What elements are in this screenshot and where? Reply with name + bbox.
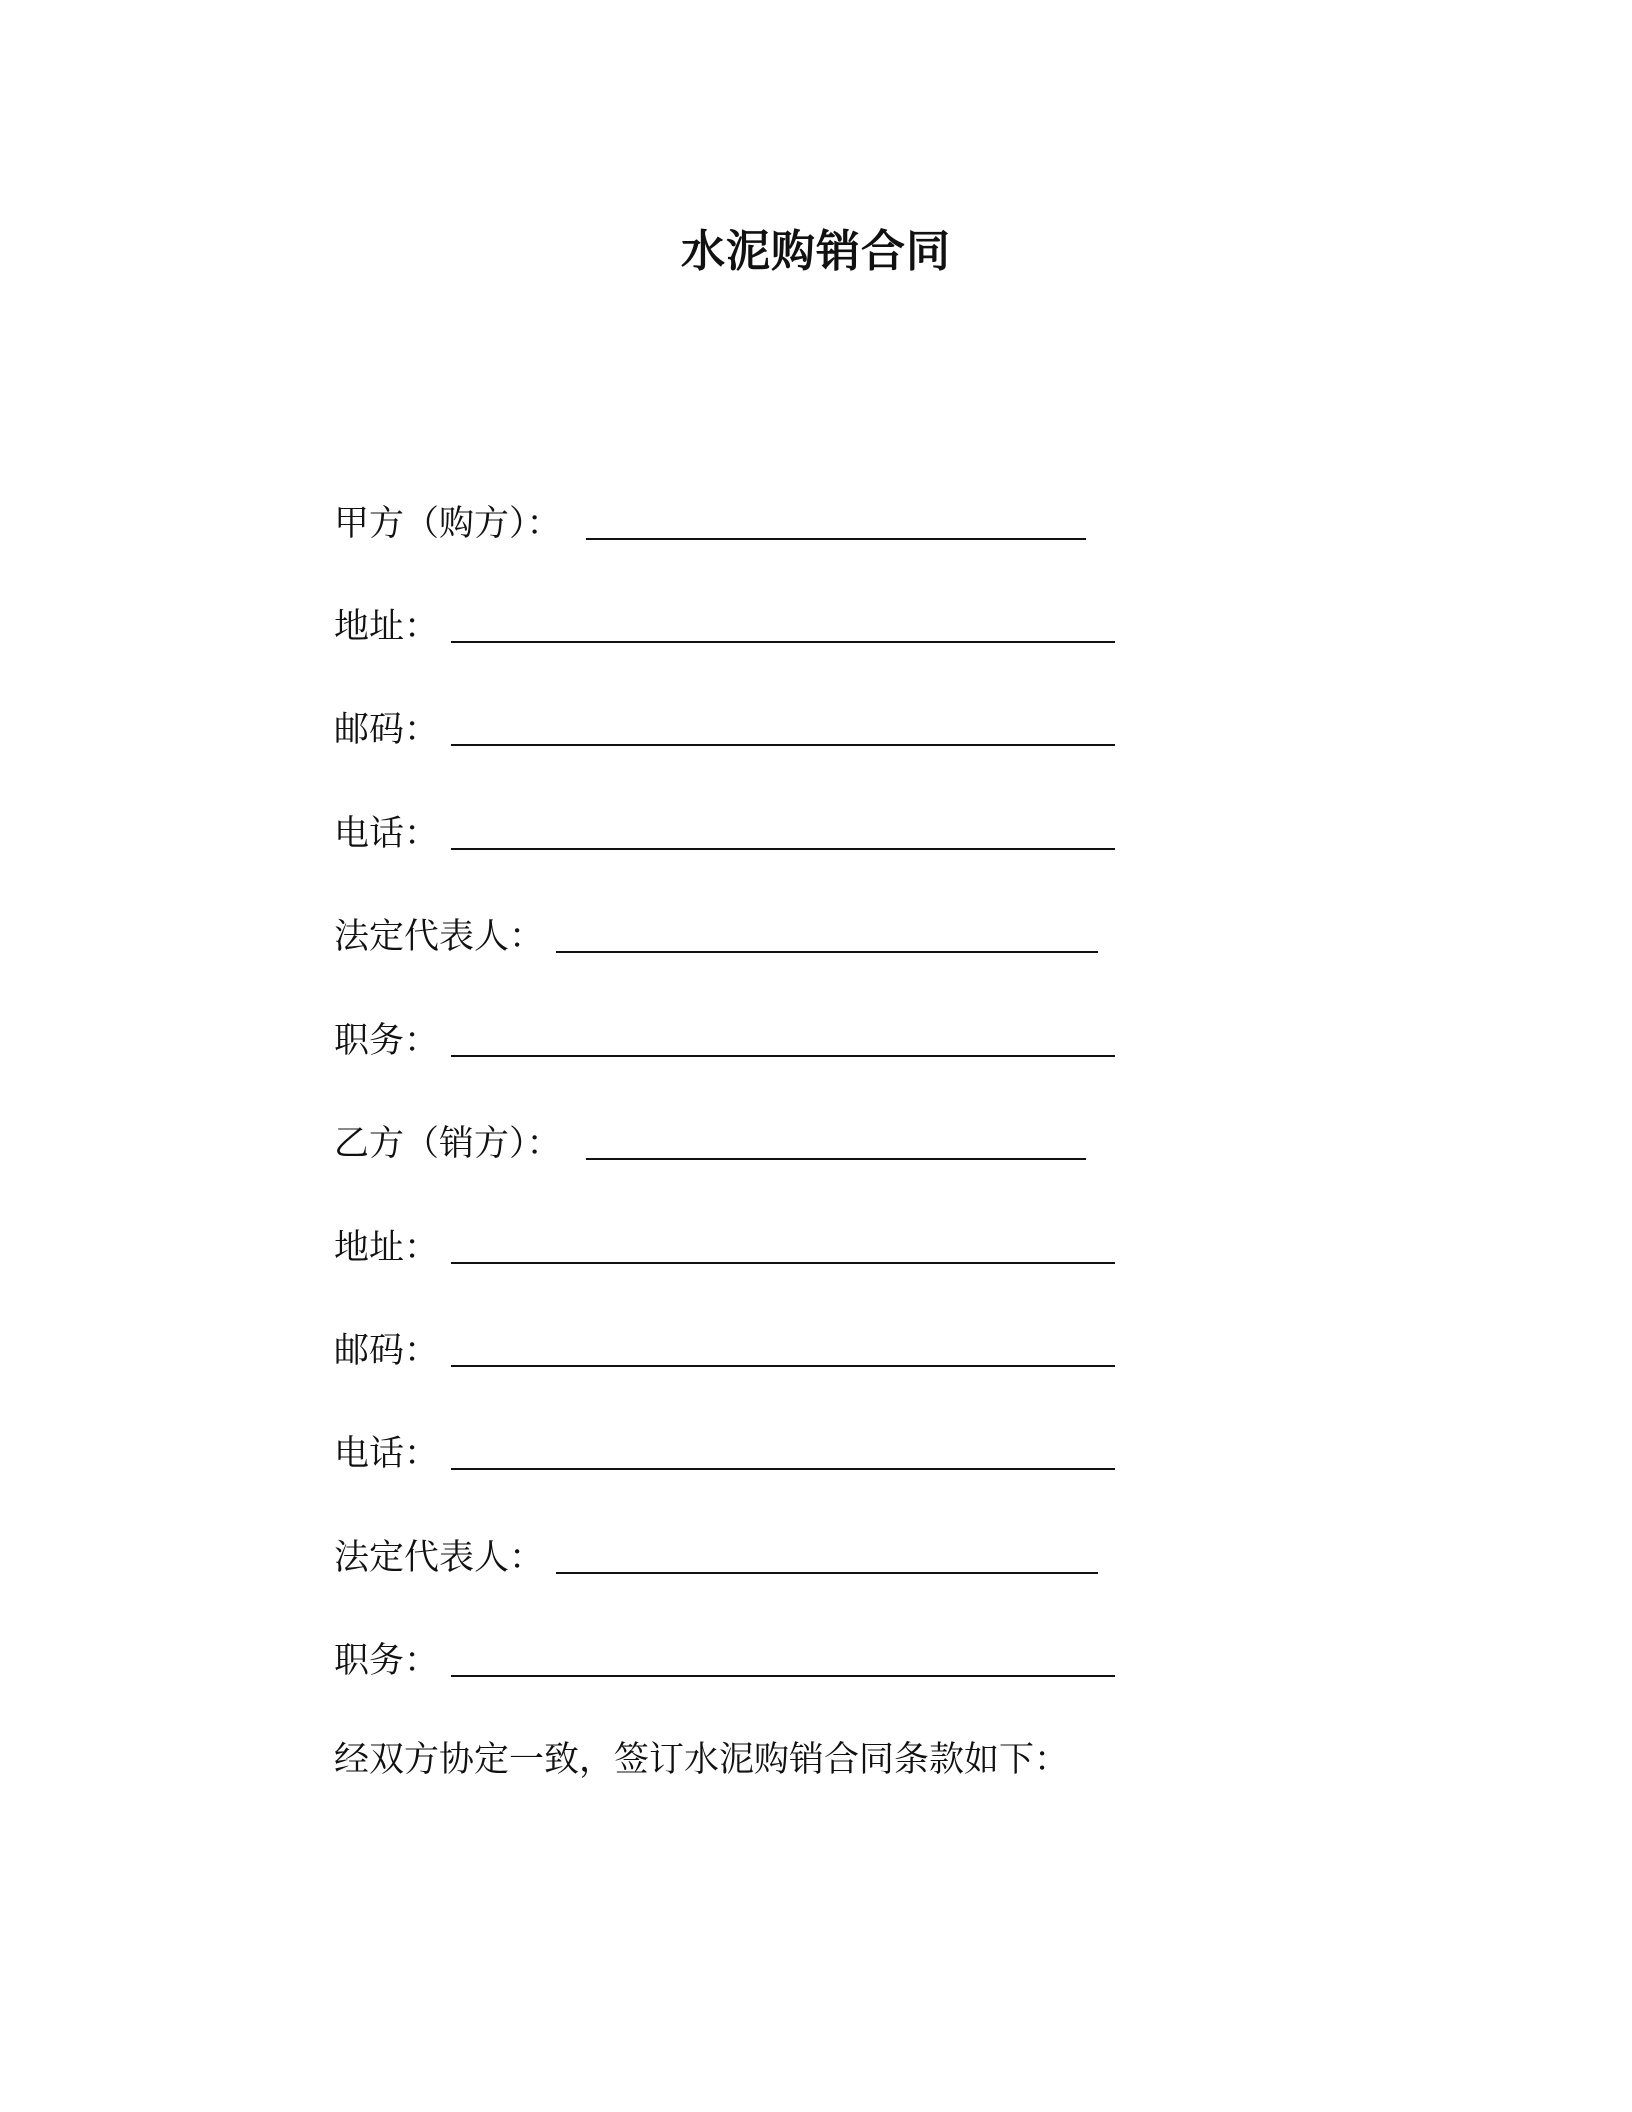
party-a-position-blank-line xyxy=(451,1055,1115,1057)
party-a-position-row xyxy=(334,1017,1115,1065)
party-b-postcode-label: 邮码： xyxy=(334,1331,440,1371)
party-b-address-label: 地址： xyxy=(334,1228,440,1268)
party-b-blank-line xyxy=(586,1158,1086,1160)
party-a-legal-rep-blank-line xyxy=(556,951,1098,953)
party-b-phone-blank-line xyxy=(451,1468,1115,1470)
party-b-legal-rep-row xyxy=(334,1534,1098,1582)
party-a-address-row xyxy=(334,603,1115,651)
agreement-statement: 经双方协定一致，签订水泥购销合同条款如下： xyxy=(334,1740,1070,1780)
party-b-phone-row xyxy=(334,1430,1115,1478)
party-a-label: 甲方（购方）： xyxy=(334,504,562,544)
party-b-address-row xyxy=(334,1224,1115,1272)
party-b-postcode-blank-line xyxy=(451,1365,1115,1367)
party-b-label: 乙方（销方）： xyxy=(334,1124,562,1164)
party-b-postcode-row xyxy=(334,1327,1115,1375)
party-a-address-label: 地址： xyxy=(334,607,440,647)
party-b-position-row xyxy=(334,1637,1115,1685)
party-a-postcode-blank-line xyxy=(451,744,1115,746)
party-a-legal-rep-row xyxy=(334,913,1098,961)
party-b-address-blank-line xyxy=(451,1262,1115,1264)
party-a-blank-line xyxy=(586,538,1086,540)
party-a-phone-label: 电话： xyxy=(334,814,440,854)
document-title: 水泥购销合同 xyxy=(681,226,951,277)
party-b-legal-rep-blank-line xyxy=(556,1572,1098,1574)
party-b-position-blank-line xyxy=(451,1675,1115,1677)
party-b-position-label: 职务： xyxy=(334,1641,440,1681)
party-b-phone-label: 电话： xyxy=(334,1434,440,1474)
party-a-legal-rep-label: 法定代表人： xyxy=(334,917,545,957)
party-a-phone-blank-line xyxy=(451,848,1115,850)
party-b-legal-rep-label: 法定代表人： xyxy=(334,1538,545,1578)
party-a-postcode-row xyxy=(334,706,1115,754)
party-a-phone-row xyxy=(334,810,1115,858)
party-a-position-label: 职务： xyxy=(334,1021,440,1061)
party-a-address-blank-line xyxy=(451,641,1115,643)
party-b-row xyxy=(334,1120,1086,1168)
party-a-postcode-label: 邮码： xyxy=(334,710,440,750)
party-a-row xyxy=(334,500,1086,548)
